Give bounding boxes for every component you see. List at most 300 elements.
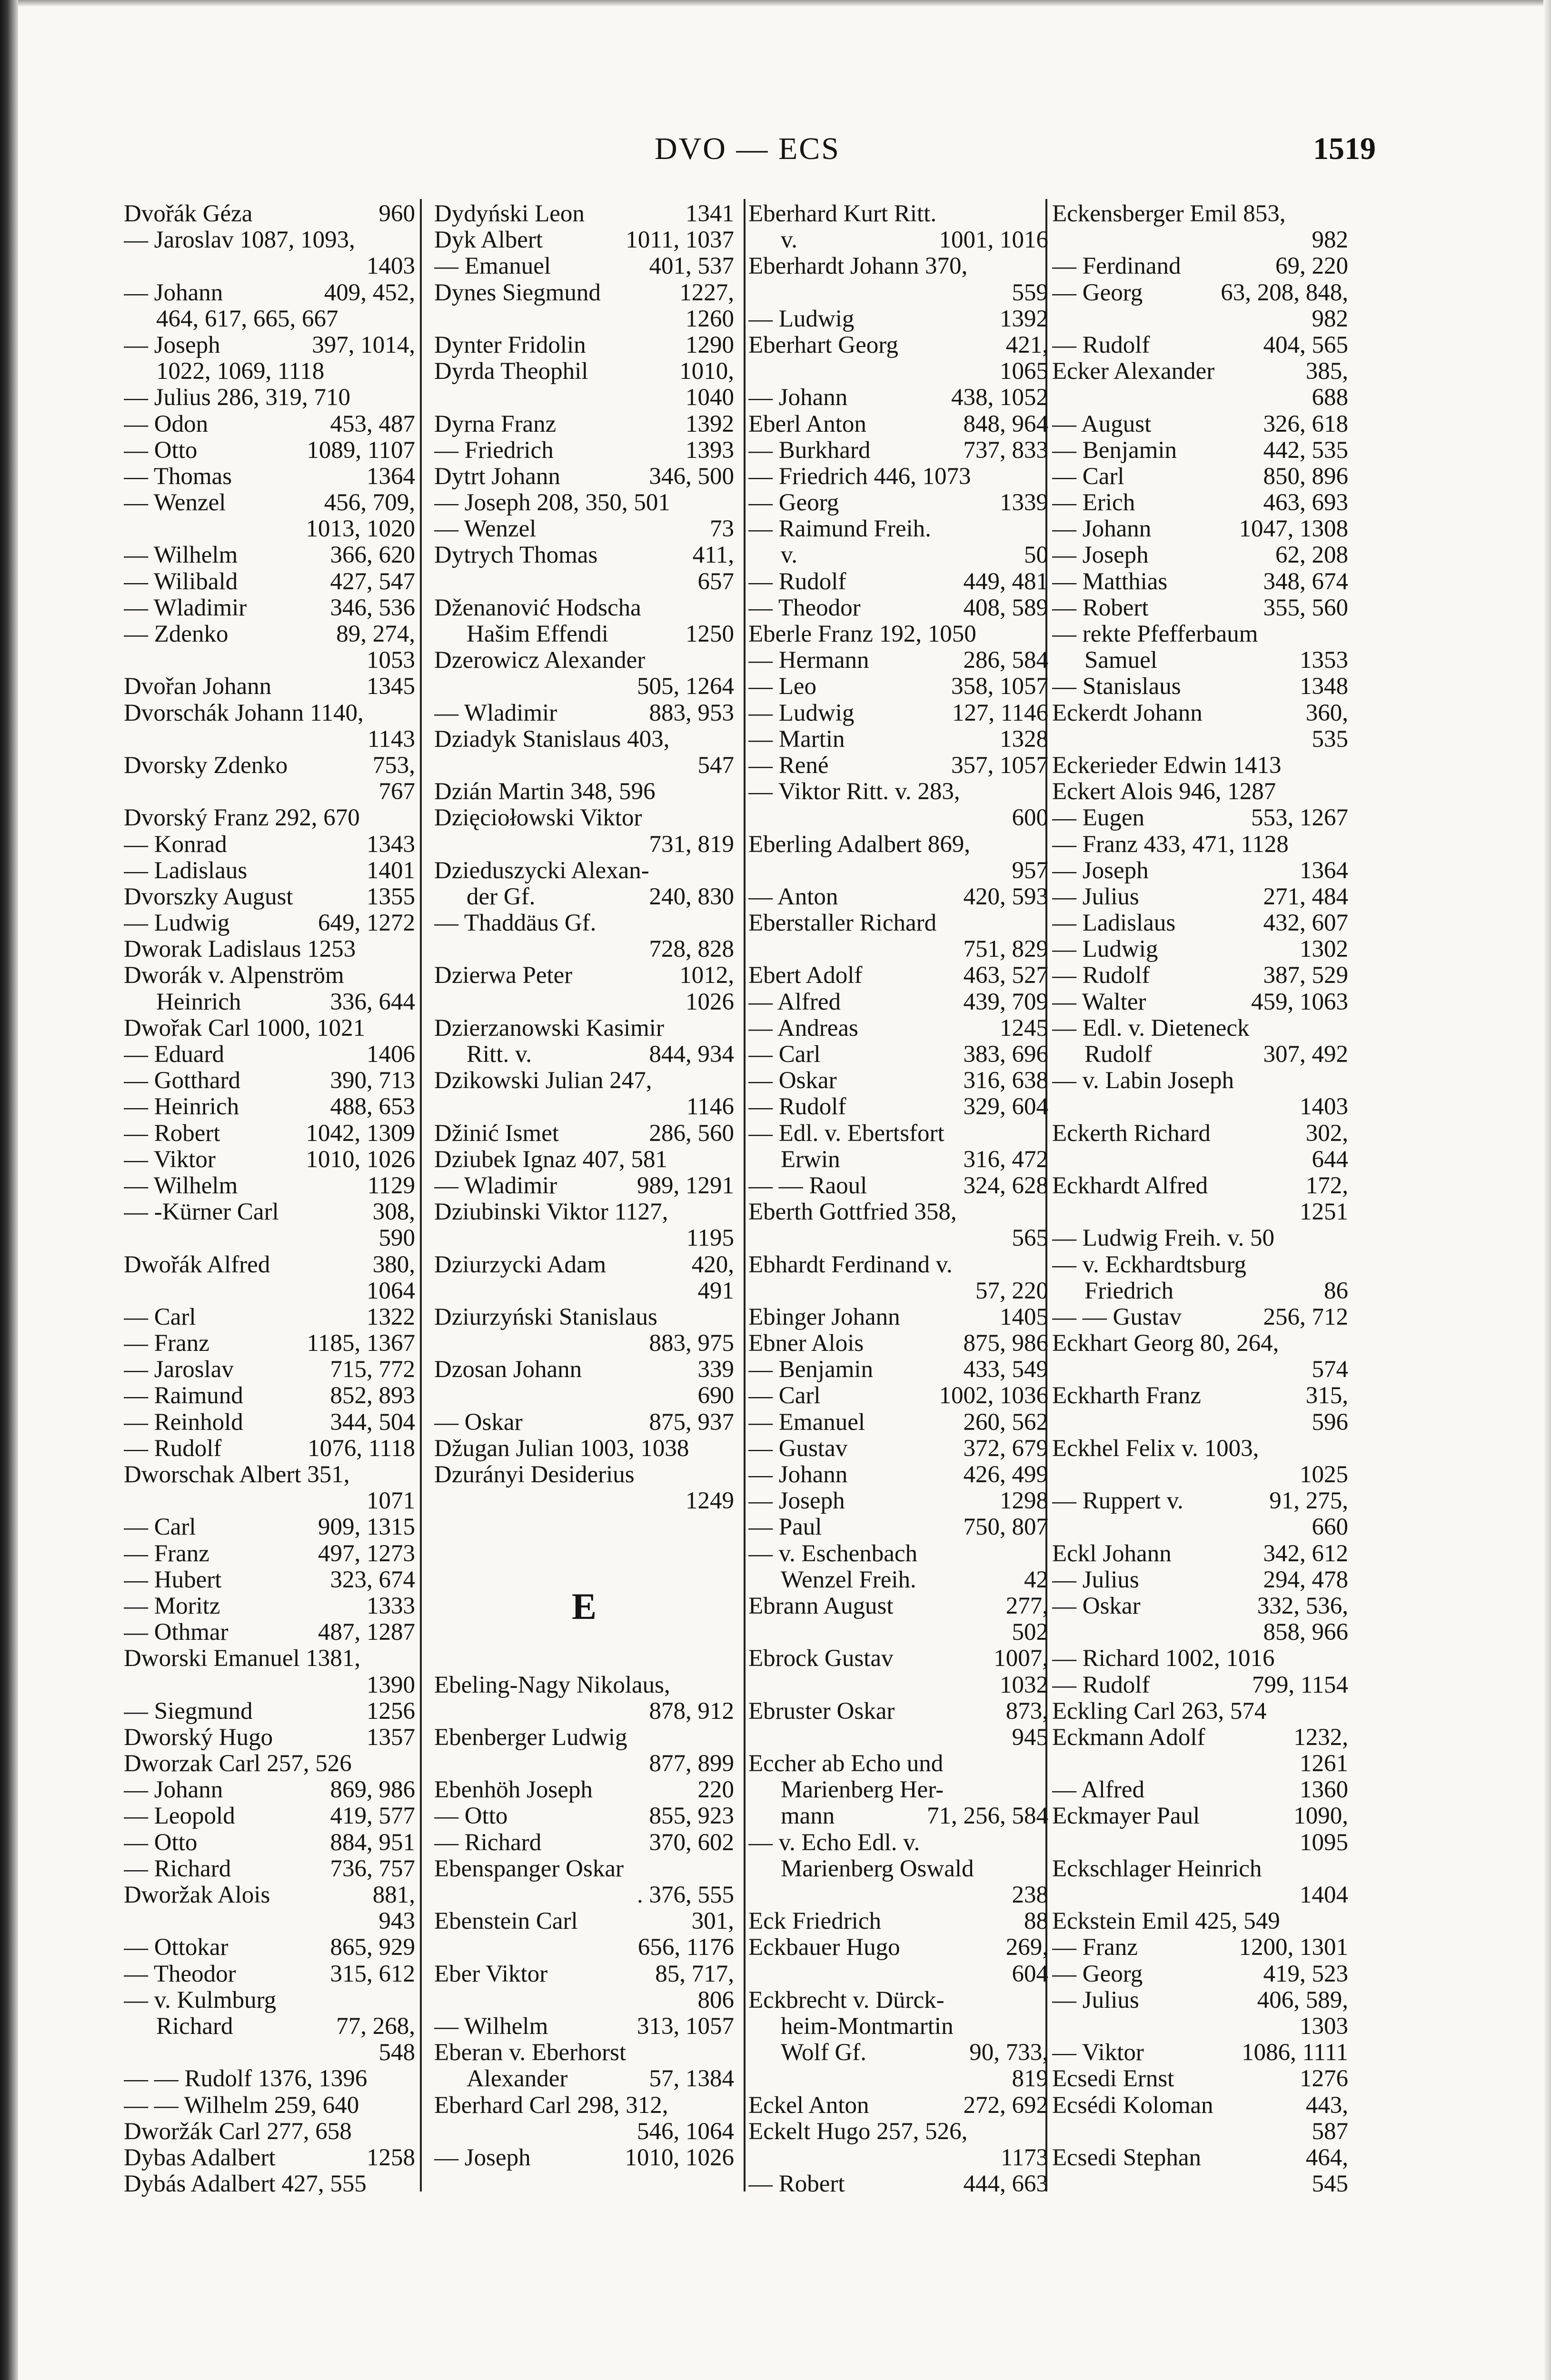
- continuation-pages: 656, 1176: [637, 1934, 734, 1961]
- entry-name: — Alfred: [748, 989, 841, 1015]
- entry-name: — Wilhelm: [124, 1172, 238, 1199]
- continuation-pages: 1026: [686, 989, 734, 1015]
- column-divider: [744, 199, 746, 2192]
- entry-line: [124, 1593, 415, 1619]
- entry-name: Ecker Alexander: [1052, 358, 1215, 385]
- entry-line: [1052, 542, 1348, 568]
- entry-pages: 313, 1057: [637, 2013, 734, 2040]
- entry-pages: 449, 481: [963, 568, 1048, 595]
- entry-name: — Thomas: [124, 463, 232, 490]
- continuation-pages: 806: [697, 1987, 734, 2013]
- continuation-pages: 1013, 1020: [306, 516, 415, 543]
- entry-pages: 736, 757: [330, 1855, 415, 1882]
- entry-line: [124, 437, 415, 464]
- entry-name: — Ferdinand: [1052, 253, 1181, 280]
- entry-name: — Otto: [124, 437, 198, 464]
- entry-pages: 73: [710, 516, 734, 543]
- entry-name: Dzierwa Peter: [434, 962, 573, 989]
- entry-pages: 269,: [1005, 1934, 1048, 1961]
- continuation-pages: 491: [697, 1278, 734, 1304]
- entry-pages: 1360: [1300, 1777, 1348, 1804]
- continuation-line: Marienberg Her-: [781, 1777, 944, 1804]
- entry-name: — Leo: [748, 674, 817, 700]
- entry-name: Richard: [156, 2013, 233, 2040]
- entry-line: [748, 1304, 1048, 1330]
- continuation-pages: 587: [1312, 2118, 1348, 2145]
- entry-line: [1052, 595, 1348, 621]
- continuation-pages: 535: [1312, 726, 1348, 753]
- entry-pages: 649, 1272: [318, 910, 415, 937]
- entry-pages: 90, 733,: [969, 2040, 1048, 2066]
- entry-line: — v. Eschenbach: [748, 1540, 917, 1567]
- entry-pages: 1129: [367, 1172, 415, 1199]
- continuation-pages: 957: [1012, 857, 1048, 884]
- entry-line: [124, 1934, 415, 1961]
- continuation-line: [748, 227, 1048, 253]
- entry-name: Eberhart Georg: [748, 332, 898, 358]
- entry-line: [434, 227, 734, 253]
- entry-name: Dvorsky Zdenko: [124, 752, 288, 779]
- entry-line: [124, 1830, 415, 1856]
- continuation-pages: 1146: [686, 1094, 734, 1121]
- entry-name: — Zdenko: [124, 621, 229, 647]
- entry-line: Ebenspanger Oskar: [434, 1855, 624, 1882]
- entry-pages: 1276: [1300, 2066, 1348, 2092]
- entry-pages: 346, 536: [330, 595, 415, 621]
- entry-line: — Edl. v. Ebertsfort: [748, 1120, 945, 1147]
- entry-line: [1052, 1777, 1348, 1803]
- entry-name: — Johann: [124, 279, 223, 306]
- entry-line: [748, 1593, 1048, 1619]
- entry-line: — rekte Pfefferbaum: [1052, 621, 1258, 647]
- entry-pages: 848, 964: [963, 411, 1048, 437]
- entry-pages: 1302: [1300, 936, 1348, 963]
- continuation-pages: 660: [1312, 1514, 1348, 1541]
- entry-line: [1052, 437, 1348, 464]
- entry-line: [434, 516, 734, 542]
- entry-name: — Siegmund: [124, 1698, 253, 1725]
- entry-pages: 1256: [367, 1698, 415, 1725]
- entry-line: — Jaroslav 1087, 1093,: [124, 227, 355, 254]
- continuation-pages: . 376, 555: [637, 1882, 734, 1909]
- entry-pages: 869, 986: [330, 1777, 415, 1804]
- continuation-pages: 502: [1012, 1619, 1048, 1646]
- entry-name: — Matthias: [1052, 568, 1168, 595]
- entry-name: Ebenhöh Joseph: [434, 1777, 593, 1804]
- entry-name: — Andreas: [748, 1015, 858, 1041]
- entry-line: [124, 753, 415, 779]
- entry-line: [124, 1514, 415, 1540]
- entry-line: Dworák v. Alpenström: [124, 962, 344, 989]
- entry-pages: 444, 663: [963, 2171, 1048, 2198]
- entry-line: [124, 1856, 415, 1882]
- entry-pages: 1089, 1107: [307, 437, 415, 464]
- continuation-line: [434, 1041, 734, 1068]
- entry-line: — Thaddäus Gf.: [434, 910, 597, 937]
- entry-name: — Hubert: [124, 1567, 222, 1593]
- entry-line: Dzerowicz Alexander: [434, 647, 646, 674]
- entry-name: Eck Friedrich: [748, 1908, 881, 1935]
- entry-pages: 1401: [367, 857, 415, 884]
- entry-name: mann: [781, 1803, 835, 1830]
- entry-pages: 989, 1291: [637, 1172, 734, 1199]
- entry-name: — Georg: [1052, 279, 1143, 306]
- entry-line: Eckling Carl 263, 574: [1052, 1698, 1267, 1725]
- entry-name: — Wilibald: [124, 568, 238, 595]
- continuation-line: [434, 2066, 734, 2092]
- entry-line: [124, 858, 415, 884]
- entry-pages: 315,: [1305, 1383, 1348, 1409]
- entry-name: — Rudolf: [1052, 1672, 1150, 1698]
- entry-line: [1052, 1541, 1348, 1567]
- entry-line: [748, 437, 1048, 464]
- entry-line: Dvorschák Johann 1140,: [124, 700, 364, 726]
- entry-line: [434, 1252, 734, 1278]
- entry-pages: 715, 772: [330, 1357, 415, 1383]
- entry-name: Dydyński Leon: [434, 201, 585, 227]
- entry-pages: 326, 618: [1263, 411, 1348, 437]
- continuation-pages: 547: [697, 752, 734, 779]
- entry-line: [748, 647, 1048, 674]
- entry-pages: 438, 1052: [951, 385, 1048, 411]
- entry-pages: 1090,: [1293, 1803, 1348, 1830]
- continuation-pages: 858, 966: [1263, 1619, 1348, 1646]
- entry-pages: 1010, 1026: [306, 1146, 415, 1173]
- entry-pages: 366, 620: [330, 542, 415, 569]
- entry-pages: 277,: [1005, 1593, 1048, 1619]
- entry-line: [434, 253, 734, 279]
- entry-pages: 301,: [691, 1908, 734, 1935]
- entry-name: Heinrich: [156, 989, 241, 1015]
- entry-name: — Carl: [748, 1383, 821, 1409]
- entry-line: [1052, 2145, 1348, 2171]
- entry-line: Eckensberger Emil 853,: [1052, 201, 1286, 227]
- continuation-pages: 877, 899: [649, 1751, 734, 1777]
- entry-name: Dvořák Géza: [124, 201, 253, 227]
- entry-pages: 332, 536,: [1257, 1593, 1348, 1619]
- entry-line: [434, 1908, 734, 1934]
- entry-name: — Robert: [1052, 595, 1149, 621]
- entry-line: [1052, 569, 1348, 595]
- entry-line: Dzierzanowski Kasimir: [434, 1015, 664, 1041]
- continuation-pages: 767: [378, 779, 415, 805]
- entry-pages: 307, 492: [1263, 1041, 1348, 1068]
- entry-line: Džugan Julian 1003, 1038: [434, 1435, 689, 1462]
- page-left-edge: [0, 0, 18, 2380]
- entry-pages: 419, 577: [330, 1803, 415, 1830]
- entry-pages: 420, 593: [963, 883, 1048, 910]
- entry-name: — Joseph: [124, 332, 220, 358]
- entry-name: Rudolf: [1084, 1041, 1152, 1068]
- entry-pages: 1250: [686, 621, 734, 647]
- entry-line: [1052, 1672, 1348, 1698]
- entry-line: — — Wilhelm 259, 640: [124, 2092, 359, 2119]
- name-column-2: [434, 201, 734, 2229]
- entry-line: [748, 569, 1048, 595]
- entry-pages: 844, 934: [649, 1041, 734, 1068]
- continuation-pages: 1064: [367, 1278, 415, 1304]
- entry-pages: 88: [1024, 1908, 1048, 1935]
- entry-line: [748, 1698, 1048, 1725]
- entry-pages: 1086, 1111: [1242, 2040, 1348, 2066]
- continuation-line: 464, 617, 665, 667: [156, 306, 338, 332]
- entry-name: — Viktor: [124, 1146, 216, 1173]
- entry-pages: 420,: [691, 1251, 734, 1278]
- entry-line: Dzurányi Desiderius: [434, 1462, 635, 1488]
- entry-pages: 873,: [1005, 1698, 1048, 1725]
- continuation-pages: 600: [1012, 805, 1048, 832]
- entry-line: [1052, 1488, 1348, 1514]
- entry-line: [748, 1383, 1048, 1409]
- entry-line: [1052, 989, 1348, 1015]
- entry-name: — Julius: [1052, 1567, 1139, 1593]
- entry-line: [434, 1409, 734, 1436]
- continuation-pages: 546, 1064: [637, 2118, 734, 2145]
- entry-pages: 1010, 1026: [625, 2144, 734, 2171]
- entry-name: — Ludwig: [1052, 936, 1158, 963]
- entry-line: Dziadyk Stanislaus 403,: [434, 726, 670, 753]
- entry-pages: 433, 549: [963, 1357, 1048, 1383]
- continuation-pages: 1032: [1000, 1672, 1048, 1698]
- entry-name: — Eduard: [124, 1041, 225, 1068]
- entry-name: — Othmar: [124, 1619, 229, 1646]
- entry-name: — Georg: [1052, 1961, 1143, 1987]
- section-letter: E: [571, 1585, 597, 1627]
- entry-name: der Gf.: [467, 883, 536, 910]
- entry-line: [748, 1173, 1048, 1199]
- continuation-line: [434, 621, 734, 647]
- continuation-pages: 945: [1012, 1724, 1048, 1751]
- entry-name: — Carl: [124, 1514, 196, 1541]
- entry-pages: 737, 833: [963, 437, 1048, 464]
- entry-pages: 463, 693: [1263, 490, 1348, 516]
- entry-line: — Raimund Freih.: [748, 516, 931, 543]
- entry-pages: 1357: [367, 1724, 415, 1751]
- entry-pages: 344, 504: [330, 1409, 415, 1436]
- entry-name: — Richard: [124, 1855, 231, 1882]
- continuation-line: [748, 2040, 1048, 2066]
- entry-line: [434, 201, 734, 227]
- entry-name: Džinić Ismet: [434, 1120, 559, 1147]
- entry-line: — Richard 1002, 1016: [1052, 1646, 1275, 1672]
- name-column-3: [748, 201, 1048, 2229]
- entry-name: — Benjamin: [748, 1357, 874, 1383]
- entry-pages: 308,: [372, 1199, 415, 1226]
- entry-line: [748, 411, 1048, 437]
- entry-line: [124, 1961, 415, 1987]
- entry-pages: 1232,: [1293, 1724, 1348, 1751]
- entry-line: Eccher ab Echo und: [748, 1751, 944, 1777]
- entry-pages: 456, 709,: [324, 490, 415, 516]
- entry-line: [434, 1121, 734, 1147]
- entry-line: Eberhard Carl 298, 312,: [434, 2092, 668, 2119]
- entry-line: [124, 411, 415, 437]
- continuation-pages: 1390: [367, 1672, 415, 1698]
- entry-line: [748, 1934, 1048, 1961]
- entry-pages: 1341: [686, 201, 734, 227]
- continuation-pages: 728, 828: [649, 936, 734, 963]
- entry-name: Alexander: [467, 2066, 568, 2092]
- entry-pages: 1298: [1000, 1488, 1048, 1515]
- continuation-pages: 1095: [1300, 1829, 1348, 1856]
- continuation-line: [1052, 1041, 1348, 1068]
- continuation-line: [1052, 647, 1348, 674]
- entry-line: Dzikowski Julian 247,: [434, 1068, 652, 1094]
- entry-pages: 62, 208: [1275, 542, 1348, 569]
- continuation-line: [434, 884, 734, 910]
- entry-name: — Ludwig: [748, 306, 855, 332]
- entry-line: [1052, 1961, 1348, 1987]
- entry-name: Dyrda Theophil: [434, 358, 588, 385]
- entry-name: — Franz: [124, 1330, 209, 1357]
- continuation-line: [124, 2013, 415, 2040]
- entry-line: [434, 411, 734, 437]
- entry-name: — Johann: [748, 1462, 848, 1488]
- entry-pages: 406, 589,: [1257, 1987, 1348, 2013]
- entry-line: Eckelt Hugo 257, 526,: [748, 2118, 968, 2145]
- entry-name: Eckerdt Johann: [1052, 700, 1203, 726]
- entry-name: Eckl Johann: [1052, 1540, 1172, 1567]
- entry-pages: 69, 220: [1275, 253, 1348, 280]
- entry-line: [1052, 1593, 1348, 1619]
- entry-line: Ebeling-Nagy Nikolaus,: [434, 1672, 670, 1698]
- entry-pages: 336, 644: [330, 989, 415, 1015]
- entry-name: Ebruster Oskar: [748, 1698, 895, 1725]
- entry-line: [748, 1908, 1048, 1934]
- continuation-pages: 596: [1312, 1409, 1348, 1436]
- entry-pages: 439, 709: [963, 989, 1048, 1015]
- entry-name: — Alfred: [1052, 1777, 1145, 1804]
- entry-pages: 286, 560: [649, 1120, 734, 1147]
- entry-pages: 1353: [1300, 647, 1348, 674]
- entry-pages: 875, 986: [963, 1330, 1048, 1357]
- entry-name: — August: [1052, 411, 1152, 437]
- continuation-pages: 565: [1012, 1225, 1048, 1252]
- continuation-pages: 819: [1012, 2066, 1048, 2092]
- entry-name: v.: [781, 542, 797, 569]
- entry-name: — — Gustav: [1052, 1304, 1182, 1330]
- entry-name: — Wladimir: [124, 595, 247, 621]
- entry-name: Eckel Anton: [748, 2092, 869, 2119]
- entry-name: Eckmann Adolf: [1052, 1724, 1205, 1751]
- entry-line: [748, 1357, 1048, 1383]
- entry-name: — Anton: [748, 883, 838, 910]
- entry-pages: 342, 612: [1263, 1540, 1348, 1567]
- entry-name: — Rudolf: [1052, 962, 1150, 989]
- entry-pages: 256, 712: [1263, 1304, 1348, 1330]
- entry-line: [124, 832, 415, 858]
- entry-pages: 426, 499: [963, 1462, 1048, 1488]
- entry-line: [748, 674, 1048, 700]
- entry-pages: 419, 523: [1263, 1961, 1348, 1987]
- entry-name: — Emanuel: [748, 1409, 865, 1436]
- entry-pages: 1392: [686, 411, 734, 437]
- entry-line: [1052, 2066, 1348, 2092]
- page-right-edge: [1543, 0, 1551, 2380]
- entry-name: Dyrna Franz: [434, 411, 557, 437]
- entry-line: — v. Eckhardtsburg: [1052, 1251, 1246, 1278]
- entry-name: — Moritz: [124, 1593, 220, 1619]
- entry-line: Eberstaller Richard: [748, 910, 937, 937]
- blank-line: [434, 1514, 734, 1540]
- entry-name: — Oskar: [434, 1409, 523, 1436]
- running-title: DVO — ECS: [654, 131, 841, 166]
- continuation-pages: 559: [1012, 279, 1048, 306]
- entry-line: [434, 1830, 734, 1856]
- entry-name: Wenzel Freih.: [781, 1567, 916, 1593]
- entry-name: — — Raoul: [748, 1172, 867, 1199]
- entry-line: — — Rudolf 1376, 1396: [124, 2066, 368, 2092]
- entry-pages: 1290: [686, 332, 734, 358]
- entry-pages: 329, 604: [963, 1094, 1048, 1121]
- entry-name: Ecsédi Koloman: [1052, 2092, 1213, 2119]
- entry-line: [124, 1436, 415, 1462]
- continuation-line: [1052, 1278, 1348, 1304]
- continuation-line: [748, 1567, 1048, 1593]
- entry-line: [124, 1041, 415, 1068]
- entry-name: — Jaroslav: [124, 1357, 234, 1383]
- entry-line: [1052, 1121, 1348, 1147]
- entry-pages: 1076, 1118: [308, 1435, 415, 1462]
- entry-line: [1052, 700, 1348, 726]
- entry-line: [748, 1068, 1048, 1094]
- entry-line: — Julius 286, 319, 710: [124, 385, 351, 411]
- continuation-pages: 505, 1264: [637, 674, 734, 700]
- entry-name: — Theodor: [124, 1961, 236, 1987]
- entry-line: [124, 2145, 415, 2171]
- entry-pages: 850, 896: [1263, 463, 1348, 490]
- entry-pages: 1047, 1308: [1239, 516, 1348, 543]
- entry-name: Dybas Adalbert: [124, 2144, 276, 2171]
- continuation-line: 1022, 1069, 1118: [156, 358, 325, 385]
- entry-line: Dzięciołowski Viktor: [434, 805, 642, 832]
- entry-pages: 464,: [1305, 2144, 1348, 2171]
- continuation-pages: 1025: [1300, 1462, 1348, 1488]
- continuation-line: [748, 1147, 1048, 1173]
- entry-name: — Ruppert v.: [1052, 1488, 1183, 1515]
- entry-line: [434, 962, 734, 989]
- entry-line: [434, 2013, 734, 2040]
- entry-pages: 960: [378, 201, 415, 227]
- entry-name: — Konrad: [124, 831, 227, 858]
- entry-name: — Wenzel: [124, 490, 226, 516]
- entry-line: [434, 1777, 734, 1803]
- entry-line: [748, 1462, 1048, 1488]
- entry-pages: 390, 713: [330, 1068, 415, 1094]
- entry-pages: 553, 1267: [1251, 805, 1348, 832]
- entry-pages: 421,: [1005, 332, 1048, 358]
- entry-pages: 1010,: [679, 358, 734, 385]
- entry-line: [1052, 490, 1348, 516]
- entry-name: — Johann: [748, 385, 848, 411]
- entry-pages: 1200, 1301: [1239, 1934, 1348, 1961]
- entry-name: — Rudolf: [748, 568, 846, 595]
- entry-name: — René: [748, 752, 829, 779]
- entry-pages: 1345: [367, 674, 415, 700]
- entry-line: Eberhardt Johann 370,: [748, 253, 968, 280]
- entry-line: [434, 332, 734, 358]
- entry-name: Eckbauer Hugo: [748, 1934, 900, 1961]
- entry-name: — Johann: [124, 1777, 223, 1804]
- entry-line: [1052, 1803, 1348, 1829]
- entry-line: [124, 884, 415, 910]
- entry-name: Friedrich: [1084, 1278, 1173, 1304]
- entry-line: [124, 1252, 415, 1278]
- entry-line: [748, 1094, 1048, 1120]
- entry-line: [1052, 1934, 1348, 1961]
- entry-name: — Joseph: [1052, 857, 1149, 884]
- entry-pages: 443,: [1305, 2092, 1348, 2119]
